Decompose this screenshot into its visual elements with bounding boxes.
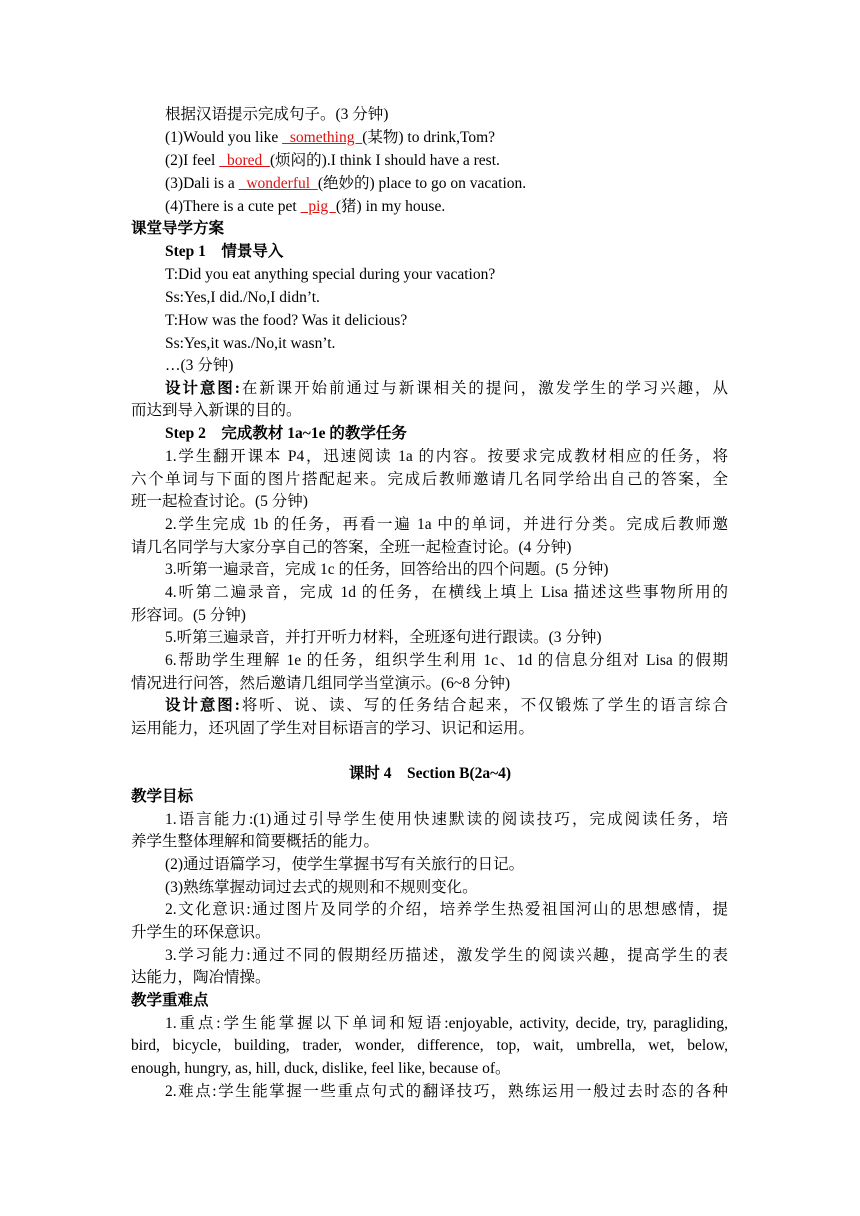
task-4-cont: 形容词。(5 分钟)	[131, 607, 246, 624]
goal-3: 3.学习能力:通过不同的假期经历描述，激发学生的阅读兴趣，提高学生的表	[165, 947, 728, 964]
sentence-3: (3)Dali is a wonderful (绝妙的) place to go on vacation.	[165, 175, 527, 192]
lesson-4-title: 课时 4 Section B(2a~4)	[348, 765, 512, 782]
task-1: 1.学生翻开课本 P4，迅速阅读 1a 的内容。按要求完成教材相应的任务，将	[165, 448, 728, 465]
task-4: 4.听第二遍录音，完成 1d 的任务，在横线上填上 Lisa 描述这些事物所用的	[165, 584, 728, 601]
section-heading-key-points: 教学重难点	[131, 992, 209, 1009]
task-1-cont: 班一起检查讨论。(5 分钟)	[131, 493, 308, 510]
goal-1: 1.语言能力:(1)通过引导学生使用快速默读的阅读技巧，完成阅读任务，培	[165, 811, 728, 828]
dialogue-line: …(3 分钟)	[165, 357, 234, 374]
prep-instruction: 根据汉语提示完成句子。(3 分钟)	[165, 106, 389, 123]
task-2-cont: 请几名同学与大家分享自己的答案，全班一起检查讨论。(4 分钟)	[131, 539, 572, 556]
goal-3-cont: 达能力，陶冶情操。	[131, 969, 271, 986]
task-5: 5.听第三遍录音，并打开听力材料，全班逐句进行跟读。(3 分钟)	[165, 629, 602, 646]
task-2: 2.学生完成 1b 的任务，再看一遍 1a 中的单词，并进行分类。完成后教师邀	[165, 516, 728, 533]
dialogue-line: Ss:Yes,it was./No,it wasn’t.	[165, 335, 336, 352]
design-intent-2-cont: 运用能力，还巩固了学生对目标语言的学习、识记和运用。	[131, 720, 535, 737]
dialogue-line: T:How was the food? Was it delicious?	[165, 312, 408, 329]
task-1-cont: 六个单词与下面的图片搭配起来。完成后教师邀请几名同学给出自己的答案，全	[131, 471, 728, 488]
dialogue-line: T:Did you eat anything special during your vacation?	[165, 266, 496, 283]
design-intent-2: 设计意图:将听、说、读、写的任务结合起来，不仅锻炼了学生的语言综合	[165, 697, 728, 714]
key-point-1-cont: enough, hungry, as, hill, duck, dislike, feel like, because of。	[131, 1060, 511, 1077]
design-intent-1: 设计意图:在新课开始前通过与新课相关的提问，激发学生的学习兴趣，从	[165, 380, 728, 397]
dialogue-line: Ss:Yes,I did./No,I didn’t.	[165, 289, 320, 306]
answer-blank-3: wonderful	[238, 175, 318, 192]
task-6: 6.帮助学生理解 1e 的任务，组织学生利用 1c、1d 的信息分组对 Lisa 的假期	[165, 652, 728, 669]
design-intent-label: 设计意图:	[165, 380, 240, 397]
goal-1-2: (2)通过语篇学习，使学生掌握书写有关旅行的日记。	[165, 856, 525, 873]
section-heading-goals: 教学目标	[131, 788, 194, 805]
task-6-cont: 情况进行问答，然后邀请几组同学当堂演示。(6~8 分钟)	[131, 675, 511, 692]
key-point-1: 1.重点:学生能掌握以下单词和短语:enjoyable, activity, decide, try, paragliding,	[165, 1015, 728, 1032]
goal-1-cont: 养学生整体理解和简要概括的能力。	[131, 833, 380, 850]
step-1-heading: Step 1 情景导入	[165, 243, 284, 260]
sentence-2: (2)I feel bored (烦闷的).I think I should have a rest.	[165, 152, 500, 169]
design-intent-1-cont: 而达到导入新课的目的。	[131, 402, 302, 419]
step-2-heading: Step 2 完成教材 1a~1e 的教学任务	[165, 425, 407, 442]
goal-2-cont: 升学生的环保意识。	[131, 924, 271, 941]
design-intent-label: 设计意图:	[165, 697, 240, 714]
key-point-1-cont: bird, bicycle, building, trader, wonder, difference, top, wait, umbrella, wet, below,	[131, 1037, 728, 1054]
goal-1-3: (3)熟练掌握动词过去式的规则和不规则变化。	[165, 879, 478, 896]
sentence-4: (4)There is a cute pet pig (猪) in my house.	[165, 198, 446, 215]
section-heading-guide: 课堂导学方案	[131, 220, 225, 237]
key-point-2: 2.难点:学生能掌握一些重点句式的翻译技巧，熟练运用一般过去时态的各种	[165, 1083, 728, 1100]
answer-blank-4: pig	[300, 198, 336, 215]
answer-blank-2: bored	[219, 152, 271, 169]
sentence-1: (1)Would you like something (某物) to drink,Tom?	[165, 129, 496, 146]
goal-2: 2.文化意识:通过图片及同学的介绍，培养学生热爱祖国河山的思想感情，提	[165, 901, 728, 918]
answer-blank-1: something	[282, 129, 363, 146]
task-3: 3.听第一遍录音，完成 1c 的任务，回答给出的四个问题。(5 分钟)	[165, 561, 609, 578]
